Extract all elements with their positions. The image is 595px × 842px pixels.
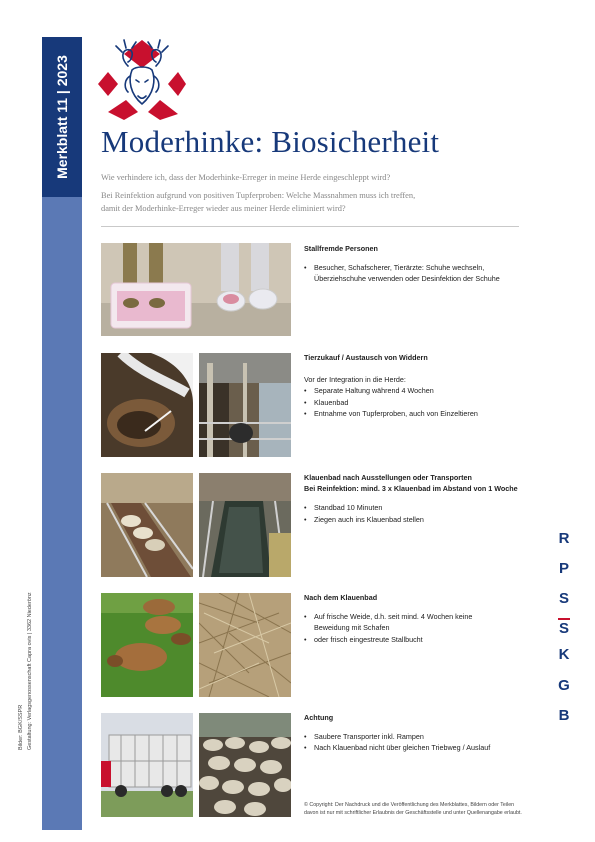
list-item xyxy=(304,611,472,633)
photo-straw-bedding xyxy=(199,593,291,697)
image-credit: Bilder: BGK/SSPR xyxy=(18,704,24,750)
section-title: Tierzukauf / Austausch von Widdern xyxy=(304,353,428,362)
bullet-list xyxy=(304,262,500,284)
bullet-text: • Separate Haltung während 4 Wochen xyxy=(314,386,434,396)
list-item xyxy=(304,502,518,513)
sidebar xyxy=(42,37,82,830)
section-attention xyxy=(304,712,490,754)
bullet-list xyxy=(304,731,490,753)
brand-letter: S xyxy=(558,620,569,637)
photo-separate-stall xyxy=(199,353,291,457)
photo-hoof-bath-empty xyxy=(199,473,291,577)
section-external-persons xyxy=(304,243,500,285)
bullet-text: • Besucher, Schafscherer, Tierärzte: Schuhe wechseln, xyxy=(314,263,485,273)
list-item xyxy=(304,634,472,645)
bullet-text: • Ziegen auch ins Klauenbad stellen xyxy=(314,514,424,524)
list-item xyxy=(304,408,478,419)
list-item xyxy=(304,385,478,396)
sheet-number: Merkblatt 11 | 2023 xyxy=(54,55,70,179)
subtitle-question-3: damit der Moderhinke-Erreger wieder aus meiner Herde eliminiert wird? xyxy=(101,204,346,213)
list-item xyxy=(304,397,478,408)
brand-letter: R xyxy=(558,530,570,547)
brand-letter: G xyxy=(558,677,570,694)
section-title: Klauenbad nach Ausstellungen oder Transporten xyxy=(304,473,472,482)
bullet-text: • Standbad 10 Minuten xyxy=(314,503,383,513)
bullet-text: • Auf frische Weide, d.h. seit mind. 4 Wochen keine xyxy=(314,612,473,622)
section-title: Nach dem Klauenbad xyxy=(304,593,378,602)
bullet-text: Überziehschuhe verwenden oder Desinfektion der Schuhe xyxy=(314,274,500,284)
photo-sheep-pasture xyxy=(101,593,193,697)
page-title: Moderhinke: Biosicherheit xyxy=(101,124,440,159)
section-subtitle: Bei Reinfektion: mind. 3 x Klauenbad im Abstand von 1 Woche xyxy=(304,484,518,494)
bullet-list xyxy=(304,611,472,645)
photo-livestock-transporter xyxy=(101,713,193,817)
brand-letter: P xyxy=(558,560,569,577)
bullet-text: • Klauenbad xyxy=(314,397,349,407)
list-item xyxy=(304,262,500,284)
list-item xyxy=(304,514,518,525)
ram-head-logo xyxy=(98,36,186,120)
subtitle-question-1: Wie verhindere ich, dass der Moderhinke-Erreger in meine Herde eingeschleppt wird? xyxy=(101,173,391,182)
list-item xyxy=(304,731,490,742)
section-title: Stallfremde Personen xyxy=(304,244,378,253)
brand-letter: S xyxy=(558,590,569,607)
divider xyxy=(101,226,519,227)
list-item xyxy=(304,742,490,753)
bullet-text: • Saubere Transporter inkl. Rampen xyxy=(314,732,424,742)
copyright-line: davon ist nur mit schriftlicher Erlaubnis der Geschäftsstelle und unter Quellenangabe erlaubt. xyxy=(304,810,522,816)
section-hoof-bath-after-shows xyxy=(304,472,518,525)
subtitle-question-2: Bei Reinfektion aufgrund von positiven Tupferproben: Welche Massnahmen muss ich treffen, xyxy=(101,191,416,200)
photo-sheep-flock xyxy=(199,713,291,817)
photo-hoof-swab xyxy=(101,353,193,457)
copyright-notice xyxy=(304,801,522,817)
section-intro: Vor der Integration in die Herde: xyxy=(304,375,406,385)
copyright-line: © Copyright: Der Nachdruck und die Veröffentlichung des Merkblattes, Bildern oder Teilen xyxy=(304,802,515,808)
brand-letter: K xyxy=(558,646,570,663)
design-credit: Gestaltung: Verlagsgenossenschaft Capra ovis | 3362 Niederönz xyxy=(27,592,33,750)
section-animal-purchase xyxy=(304,352,478,419)
bullet-list xyxy=(304,502,518,524)
brand-letter: B xyxy=(558,707,570,724)
section-after-hoof-bath xyxy=(304,592,472,645)
bullet-text: • oder frisch eingestreute Stallbucht xyxy=(314,634,423,644)
bullet-text: • Entnahme von Tupferproben, auch von Einzeltieren xyxy=(314,408,478,418)
photo-hoof-bath-sheep xyxy=(101,473,193,577)
bullet-text: • Nach Klauenbad nicht über gleichen Triebweg / Auslauf xyxy=(314,743,491,753)
photo-shoe-disinfection xyxy=(101,243,291,336)
sidebar-bar xyxy=(42,197,82,830)
bullet-text: Beweidung mit Schafen xyxy=(314,623,390,633)
section-title: Achtung xyxy=(304,713,334,722)
bullet-list xyxy=(304,385,478,419)
